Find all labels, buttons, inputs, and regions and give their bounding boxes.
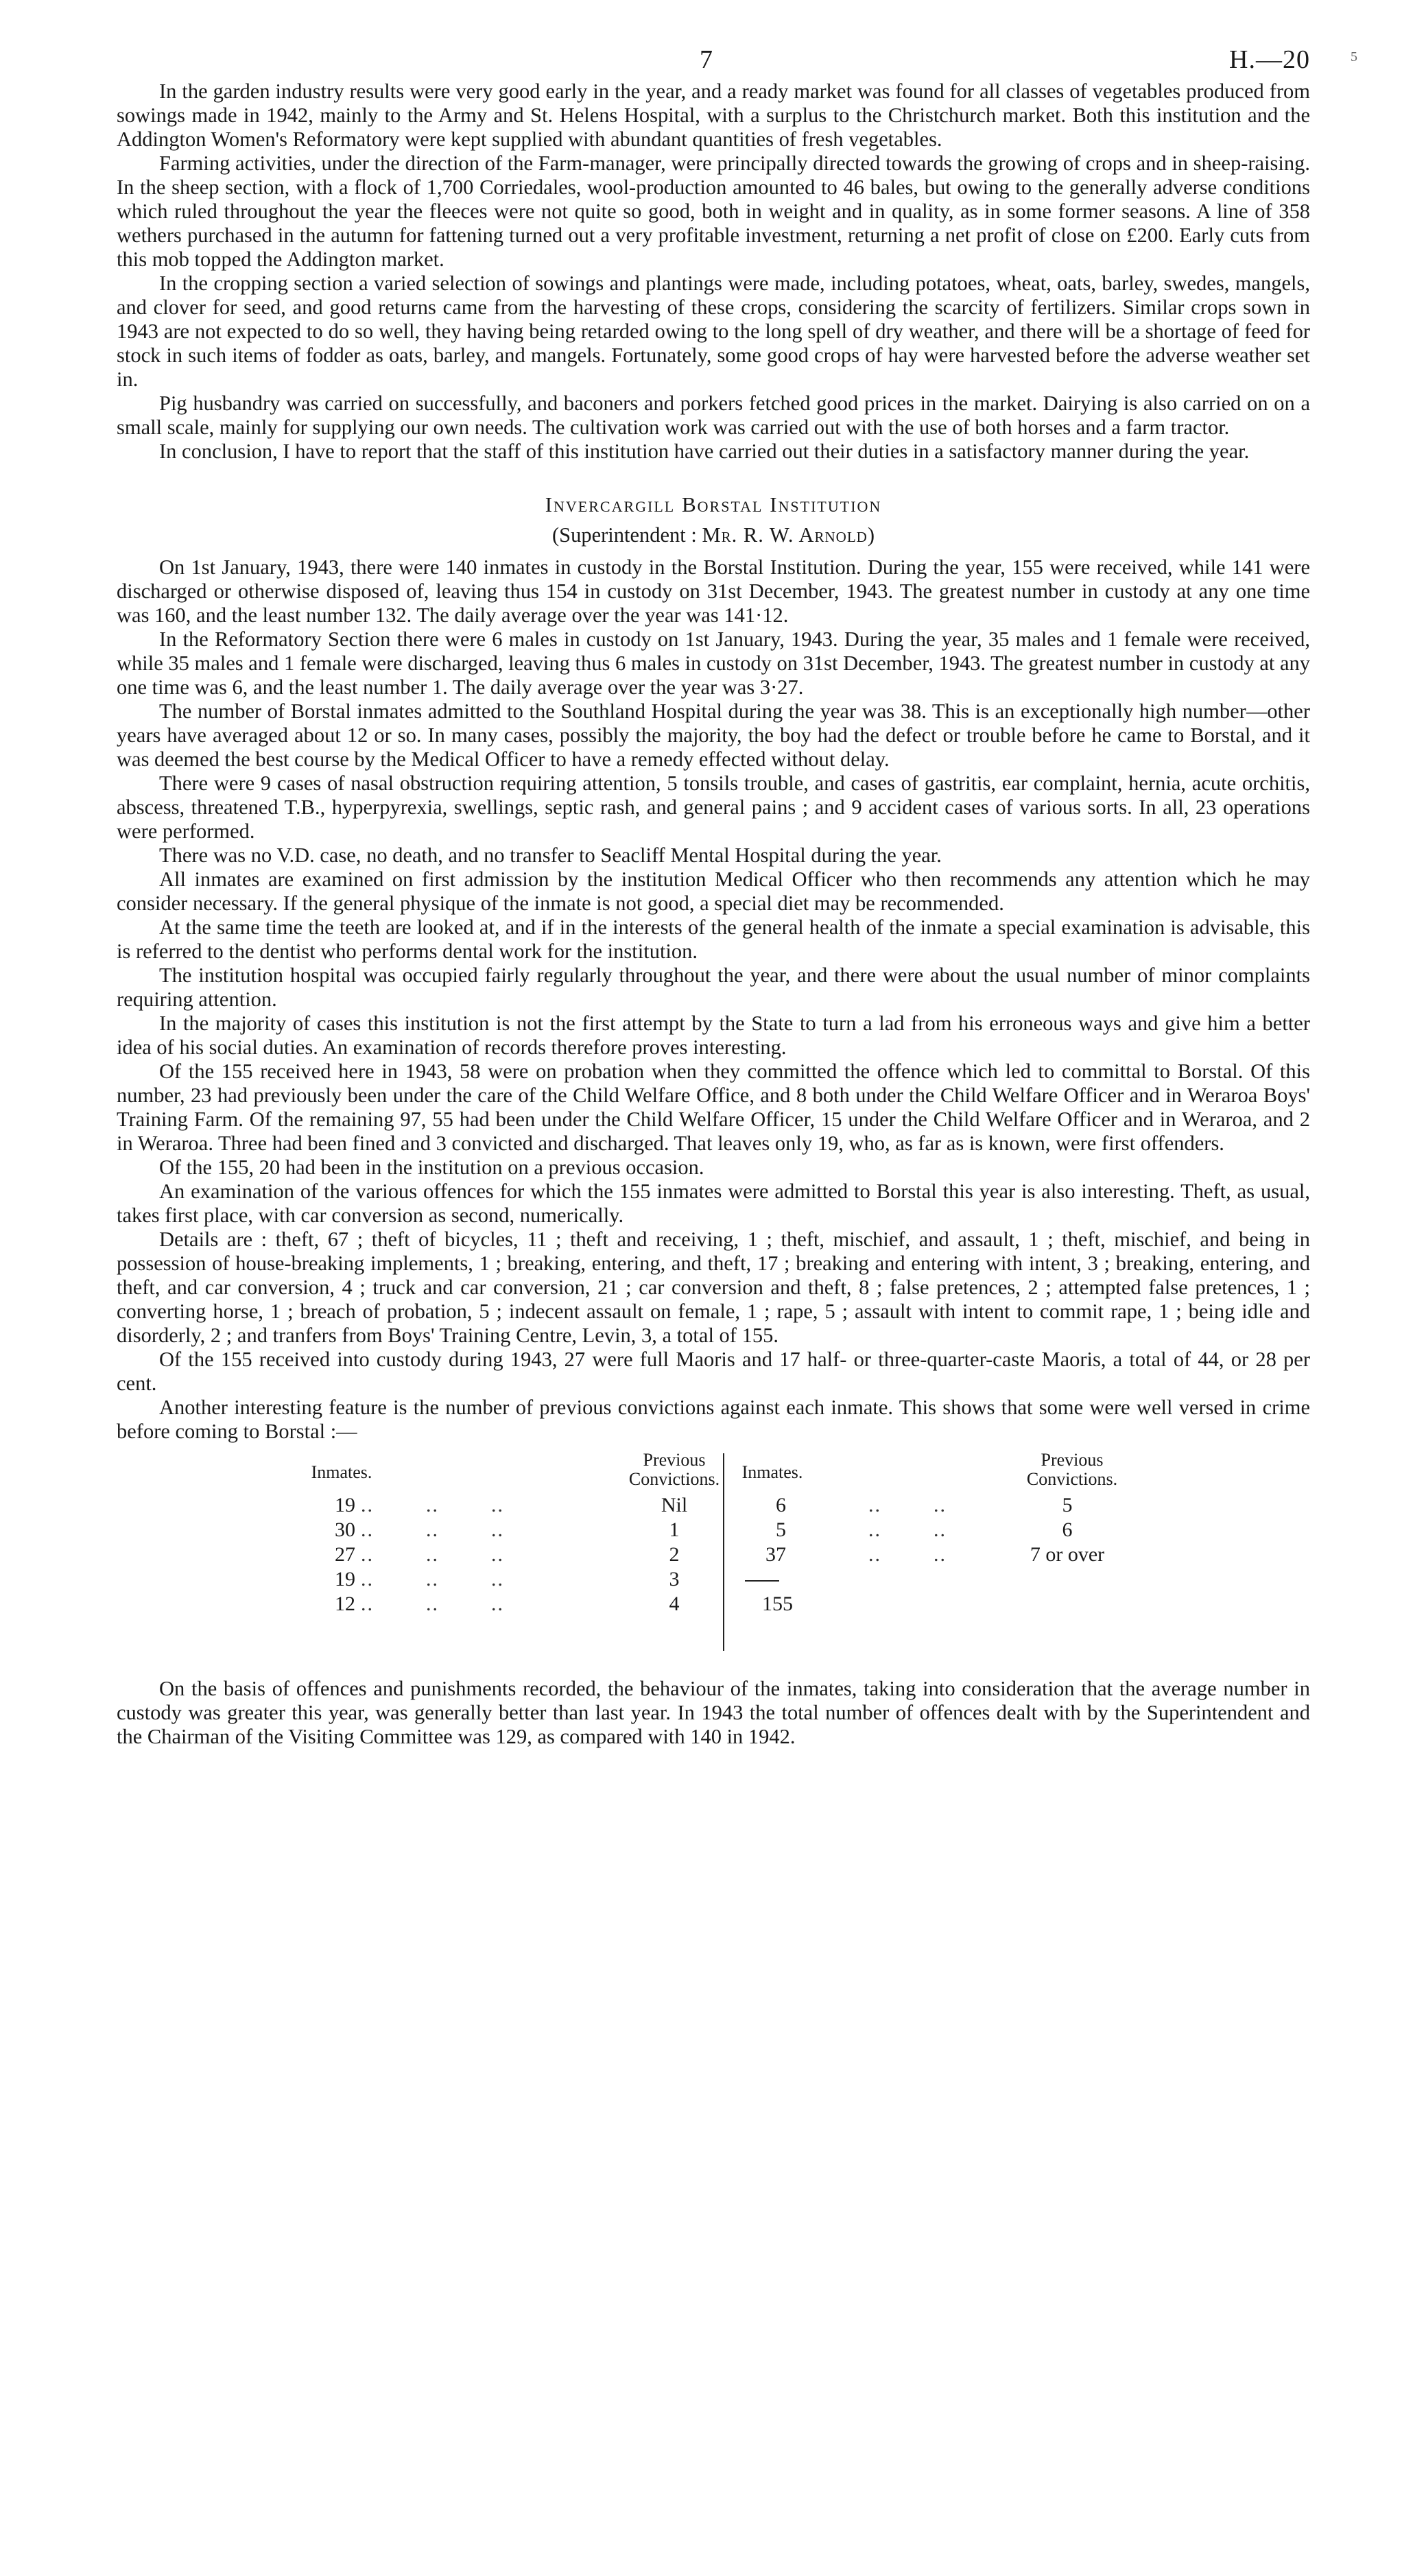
section-title: Invercargill Borstal Institution — [545, 492, 882, 516]
paragraph: Of the 155 received into custody during 1943, 27 were full Maoris and 17 half- or three-quarter-caste Maoris, a total of 44, or 28 per cent. — [117, 1348, 1310, 1395]
convictions-value: 2 — [669, 1543, 680, 1566]
left-header-inmates: Inmates. — [311, 1462, 372, 1482]
section-subtitle — [117, 523, 1310, 547]
paragraph: An examination of the various offences for which the 155 inmates were admitted to Borstal this year is also interesting. Theft, as usual, takes first place, with car conversion as second, numerically. — [117, 1180, 1310, 1227]
paragraph: On 1st January, 1943, there were 140 inmates in custody in the Borstal Institution. During the year, 155 were received, while 141 were discharged or otherwise disposed of, leaving thus 154 in custody on 31st December, 1943. The greatest number in custody at any one time was 160, and the least number 132. The daily average over the year was 141·12. — [117, 556, 1310, 627]
inmates-count: 30 — [335, 1518, 355, 1541]
paragraph: At the same time the teeth are looked at, and if in the interests of the general health of the inmate a special examination is advisable, this is referred to the dentist who performs dental work for the institution. — [117, 916, 1310, 963]
paragraph: Of the 155, 20 had been in the institution on a previous occasion. — [159, 1156, 704, 1179]
inmates-total: 155 — [762, 1593, 793, 1615]
table-divider — [723, 1453, 724, 1651]
subtitle-prefix: (Superintendent : — [551, 523, 697, 547]
convictions-value: 4 — [669, 1593, 680, 1615]
body-text-b — [117, 556, 1310, 1444]
inmates-count: 5 — [776, 1518, 786, 1541]
inmates-count: 37 — [765, 1543, 786, 1566]
subtitle-suffix: ) — [867, 523, 875, 547]
convictions-value: 3 — [669, 1568, 680, 1590]
inmates-count: 19 — [335, 1494, 355, 1516]
paragraph: Another interesting feature is the number of previous convictions against each inmate. This shows that some were well versed in crime before coming to Borstal :— — [117, 1396, 1310, 1443]
document-page — [117, 41, 1358, 1749]
inmates-count: 6 — [776, 1494, 786, 1516]
convictions-value: Nil — [661, 1494, 688, 1516]
paragraph: There was no V.D. case, no death, and no transfer to Seacliff Mental Hospital during the year. — [159, 844, 942, 867]
page-header — [117, 41, 1358, 80]
leader-dots: .. .. — [868, 1543, 947, 1566]
paragraph: Farming activities, under the direction of the Farm-manager, were principally directed towards the growing of crops and in sheep-raising. In the sheep section, with a flock of 1,700 Corriedales, wool-production amounted to 46 bales, but owing to the generally adverse conditions which ruled throughout the year the fleeces were not quite so good, both in weight and in quality, as in some former seasons. A line of 358 wethers purchased in the autumn for fattening turned out a very profitable investment, returning a net profit of close on £200. Early cuts from this mob topped the Addington market. — [117, 152, 1310, 271]
paragraph: Of the 155 received here in 1943, 58 were on probation when they committed the offence which led to committal to Borstal. Of this number, 23 had previously been under the care of the Child Welfare Office, and 8 both under the Child Welfare Officer and in Weraroa Boys' Training Farm. Of the remaining 97, 55 had been under the Child Welfare Officer, 15 under the Child Welfare Officer and in Weraroa, and 2 in Weraroa. Three had been fined and 3 convicted and discharged. That leaves only 19, who, as far as is known, were first offenders. — [117, 1060, 1310, 1155]
paragraph: Pig husbandry was carried on successfully, and baconers and porkers fetched good prices in the market. Dairying is also carried on on a small scale, mainly for supplying our own needs. The cultivation work was carried out with the use of both horses and a farm tractor. — [117, 392, 1310, 439]
body-text-c — [117, 1677, 1310, 1749]
convictions-value: 7 or over — [1030, 1543, 1105, 1566]
paragraph: In the majority of cases this institution is not the first attempt by the State to turn a lad from his erroneous ways and give him a better idea of his social duties. An examination of records therefore proves interesting. — [117, 1012, 1310, 1059]
leader-dots: .. .. .. — [361, 1593, 504, 1615]
total-rule — [745, 1580, 779, 1582]
right-header-inmates: Inmates. — [741, 1462, 803, 1482]
leader-dots: .. .. .. — [361, 1568, 504, 1590]
paragraph: All inmates are examined on first admission by the institution Medical Officer who then recommends any attention which he may consider necessary. If the general physique of the inmate is not good, a special diet may be recommended. — [117, 868, 1310, 915]
superintendent-name: Mr. R. W. Arnold — [702, 523, 868, 547]
previous-convictions-table — [300, 1451, 1151, 1651]
leader-dots: .. .. .. — [361, 1494, 504, 1516]
inmates-count: 19 — [335, 1568, 355, 1590]
paragraph: The number of Borstal inmates admitted to the Southland Hospital during the year was 38. This is an exceptionally high number—other years have averaged about 12 or so. In many cases, possibly the majority, the boy had the defect or trouble before he came to Borstal, and it was deemed the best course by the Medical Officer to have a remedy effected without delay. — [117, 700, 1310, 771]
paragraph: In the cropping section a varied selection of sowings and plantings were made, including potatoes, wheat, oats, barley, swedes, mangels, and clover for seed, and good returns came from the harvesting of these crops, considering the scarcity of fertilizers. Similar crops sown in 1943 are not expected to do so well, they having being retarded owing to the long spell of dry weather, and there will be a shortage of feed for stock in such items of fodder as oats, barley, and mangels. Fortunately, some good crops of hay were harvested before the adverse weather set in. — [117, 272, 1310, 391]
paragraph: On the basis of offences and punishments recorded, the behaviour of the inmates, taking into consideration that the average number in custody was greater this year, was generally better than last year. In 1943 the total number of offences dealt with by the Superintendent and the Chairman of the Visiting Committee was 129, as compared with 140 in 1942. — [117, 1677, 1310, 1748]
paragraph: In the Reformatory Section there were 6 males in custody on 1st January, 1943. During the year, 35 males and 1 female were received, while 35 males and 1 female were discharged, leaving thus 6 males in custody on 31st December, 1943. The greatest number in custody at any one time was 6, and the least number 1. The daily average over the year was 3·27. — [117, 628, 1310, 699]
leader-dots: .. .. .. — [361, 1543, 504, 1566]
leader-dots: .. .. — [868, 1518, 947, 1541]
leader-dots: .. .. .. — [361, 1518, 504, 1541]
paragraph: Details are : theft, 67 ; theft of bicycles, 11 ; theft and receiving, 1 ; theft, mischief, and assault, 1 ; theft, mischief, and being in possession of house-breaking implements, 1 ; breaking, entering, and theft, 17 ; breaking and entering with intent, 3 ; breaking, entering, and theft, and car conversion, 4 ; truck and car conversion, 21 ; car conversion and theft, 8 ; false pretences, 2 ; attempted false pretences, 1 ; converting horse, 1 ; breach of probation, 5 ; indecent assault on female, 1 ; rape, 5 ; assault with intent to commit rape, 1 ; being idle and disorderly, 2 ; and tranfers from Boys' Training Centre, Levin, 3, a total of 155. — [117, 1228, 1310, 1347]
convictions-value: 1 — [669, 1518, 680, 1541]
convictions-value: 6 — [1062, 1518, 1073, 1541]
convictions-value: 5 — [1062, 1494, 1073, 1516]
paragraph: In conclusion, I have to report that the staff of this institution have carried out their duties in a satisfactory manner during the year. — [159, 440, 1250, 463]
left-header-convictions: Previous Convictions. — [628, 1450, 720, 1489]
document-reference: H.—20 — [1229, 45, 1310, 74]
paragraph: In the garden industry results were very good early in the year, and a ready market was found for all classes of vegetables produced from sowings made in 1942, mainly to the Army and St. Helens Hospital, with a surplus to the Christchurch market. Both this institution and the Addington Women's Reformatory were kept supplied with abundant quantities of fresh vegetables. — [117, 80, 1310, 151]
inmates-count: 12 — [335, 1593, 355, 1615]
paragraph: There were 9 cases of nasal obstruction requiring attention, 5 tonsils trouble, and cases of gastritis, ear complaint, hernia, acute orchitis, abscess, threatened T.B., hyperpyrexia, swellings, septic rash, and general pains ; and 9 accident cases of various sorts. In all, 23 operations were performed. — [117, 772, 1310, 843]
body-text-a — [117, 80, 1310, 464]
inmates-count: 27 — [335, 1543, 355, 1566]
paragraph: The institution hospital was occupied fairly regularly throughout the year, and there were about the usual number of minor complaints requiring attention. — [117, 964, 1310, 1011]
page-number: 7 — [700, 45, 713, 74]
leader-dots: .. .. — [868, 1494, 947, 1516]
corner-mark: 5 — [1351, 49, 1358, 64]
right-header-convictions: Previous Convictions. — [1026, 1450, 1118, 1489]
